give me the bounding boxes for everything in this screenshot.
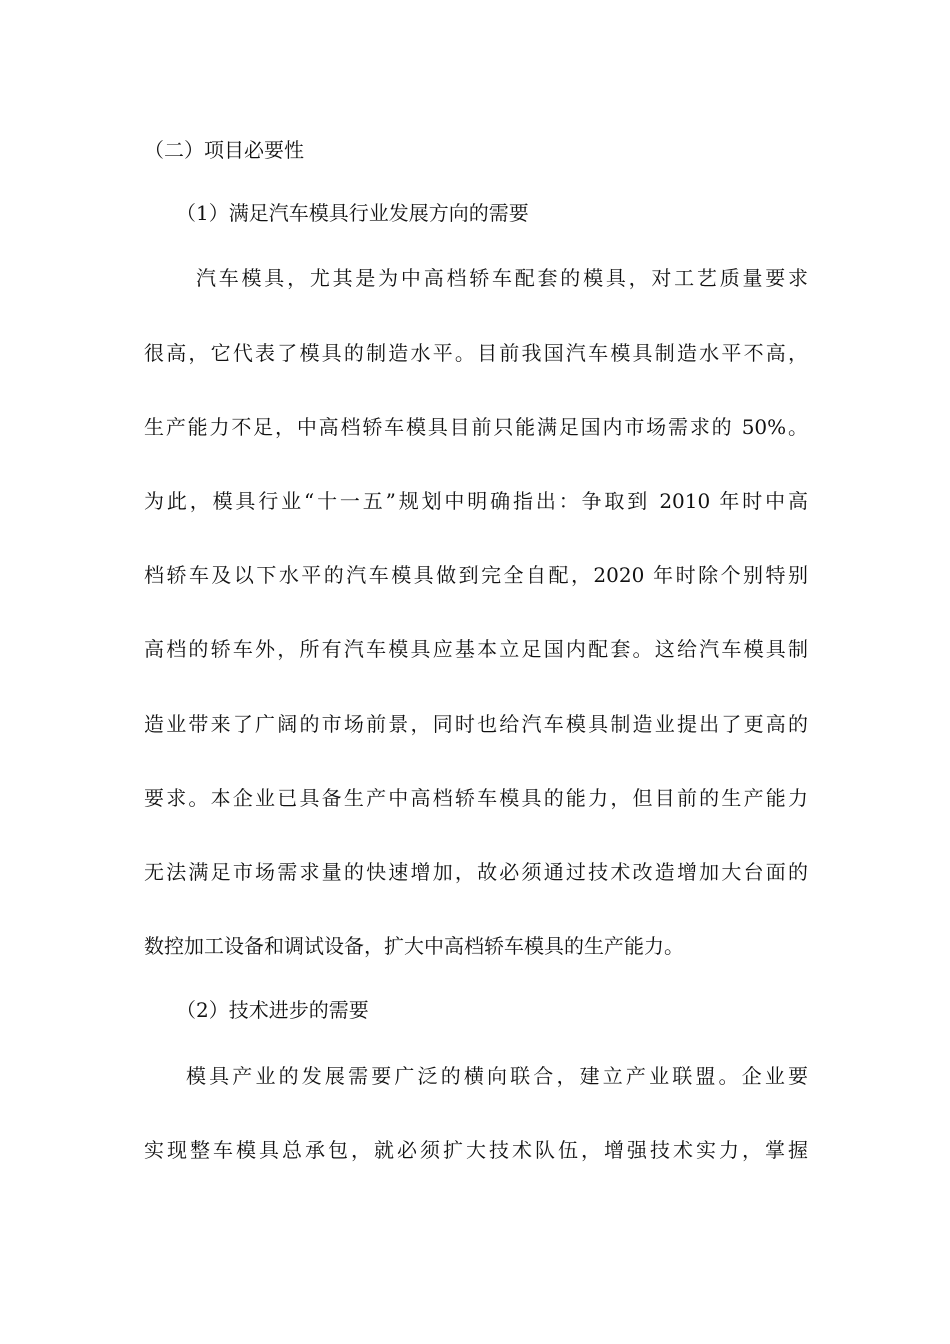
- paragraph-2-line-1: 模具产业的发展需要广泛的横向联合，建立产业联盟。企业要: [186, 1064, 808, 1088]
- subsection-2-heading: （2）技术进步的需要: [176, 998, 369, 1022]
- paragraph-1-line-8: 要求。本企业已具备生产中高档轿车模具的能力，但目前的生产能力: [144, 786, 808, 810]
- paragraph-1-line-4: 为此，模具行业“十一五”规划中明确指出：争取到 2010 年时中高: [144, 489, 808, 513]
- paragraph-1-line-6: 高档的轿车外，所有汽车模具应基本立足国内配套。这给汽车模具制: [144, 637, 808, 661]
- paragraph-1-line-10: 数控加工设备和调试设备，扩大中高档轿车模具的生产能力。: [144, 934, 684, 958]
- paragraph-1-line-9: 无法满足市场需求量的快速增加，故必须通过技术改造增加大台面的: [144, 860, 808, 884]
- paragraph-1-line-3: 生产能力不足，中高档轿车模具目前只能满足国内市场需求的 50%。: [144, 415, 808, 439]
- paragraph-1-line-5: 档轿车及以下水平的汽车模具做到完全自配，2020 年时除个别特别: [144, 563, 808, 587]
- subsection-1-heading: （1）满足汽车模具行业发展方向的需要: [176, 201, 529, 225]
- paragraph-1-line-7: 造业带来了广阔的市场前景，同时也给汽车模具制造业提出了更高的: [144, 712, 808, 736]
- paragraph-2-line-2: 实现整车模具总承包，就必须扩大技术队伍，增强技术实力，掌握: [144, 1138, 808, 1162]
- paragraph-1-line-2: 很高，它代表了模具的制造水平。目前我国汽车模具制造水平不高，: [144, 341, 808, 365]
- section-heading: （二）项目必要性: [144, 138, 304, 162]
- paragraph-1-line-1: 汽车模具，尤其是为中高档轿车配套的模具，对工艺质量要求: [196, 266, 808, 290]
